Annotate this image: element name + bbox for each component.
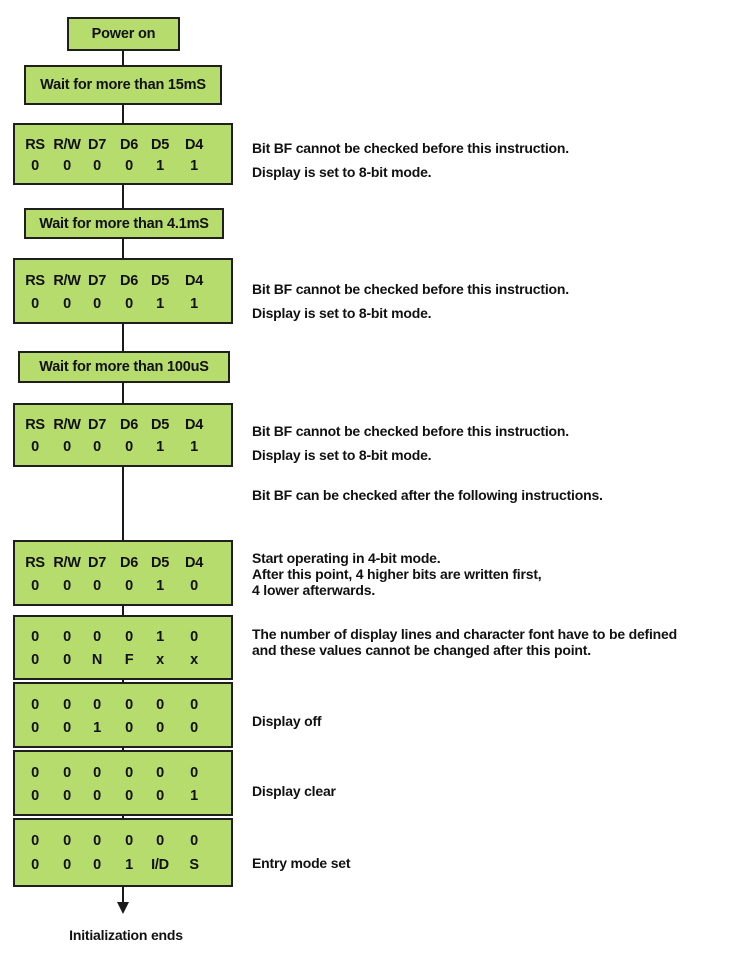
instruction-2-row1-cell: D6 — [120, 273, 138, 289]
instruction-6-row2-cell: 0 — [31, 720, 39, 736]
instruction-3-row1-cell: R/W — [53, 417, 81, 433]
instruction-1-row2-cell: 1 — [190, 158, 198, 174]
instruction-7-row1-cell: 0 — [63, 765, 71, 781]
instruction-8-row1-cell: 0 — [31, 833, 39, 849]
instruction-5-row2-cell: N — [91, 652, 103, 668]
instruction-4-row1-cell: D4 — [185, 555, 203, 571]
instruction-5-note: The number of display lines and character font have to be defined — [252, 626, 677, 642]
instruction-box-4 — [13, 540, 233, 606]
instruction-2-row1-cell: D5 — [151, 273, 169, 289]
instruction-5-row1-cell: 0 — [125, 629, 133, 645]
instruction-5-row2-cell: x — [156, 652, 164, 668]
instruction-box-8 — [13, 818, 233, 887]
instruction-4-row2-cell: 0 — [125, 578, 133, 594]
instruction-8-row2-cell: 0 — [31, 857, 39, 873]
instruction-3-row1-cell: D4 — [185, 417, 203, 433]
instruction-box-1 — [13, 123, 233, 185]
instruction-6-row2-cell: 0 — [63, 720, 71, 736]
instruction-6-row2-cell: 0 — [190, 720, 198, 736]
power-on-label: Power on — [91, 26, 156, 42]
instruction-6-row1-cell: 0 — [125, 697, 133, 713]
instruction-3-row2-cell: 1 — [156, 439, 164, 455]
instruction-6-row1-cell: 0 — [93, 697, 101, 713]
flow-connector-1 — [122, 50, 124, 65]
instruction-1-note: Bit BF cannot be checked before this instruction. — [252, 140, 569, 156]
instruction-3-row1-cell: D6 — [120, 417, 138, 433]
wait-label-1: Wait for more than 15mS — [40, 77, 206, 93]
instruction-4-row1-cell: RS — [25, 555, 45, 571]
instruction-3-note: Bit BF cannot be checked before this instruction. — [252, 423, 569, 439]
instruction-2-row2-cell: 1 — [190, 296, 198, 312]
instruction-3-row1-cell: D5 — [151, 417, 169, 433]
flow-connector-3 — [122, 184, 124, 208]
instruction-6-row1-cell: 0 — [63, 697, 71, 713]
instruction-1-row1-cell: D6 — [120, 137, 138, 153]
instruction-5-row2-cell: F — [124, 652, 134, 668]
bf-check-note: Bit BF can be checked after the following instructions. — [252, 487, 603, 503]
flow-connector-4 — [122, 238, 124, 258]
flow-connector-8 — [122, 605, 124, 615]
instruction-8-row2-cell: S — [189, 857, 199, 873]
instruction-3-note: Display is set to 8-bit mode. — [252, 447, 432, 463]
instruction-8-row2-cell: 1 — [125, 857, 133, 873]
end-label: Initialization ends — [69, 927, 183, 943]
instruction-8-row1-cell: 0 — [63, 833, 71, 849]
wait-box-1 — [24, 65, 222, 105]
instruction-7-row1-cell: 0 — [31, 765, 39, 781]
instruction-1-row1-cell: R/W — [53, 137, 81, 153]
instruction-5-row1-cell: 1 — [156, 629, 164, 645]
instruction-8-row1-cell: 0 — [125, 833, 133, 849]
instruction-1-row1-cell: D5 — [151, 137, 169, 153]
instruction-1-row1-cell: D4 — [185, 137, 203, 153]
flow-connector-7 — [122, 466, 124, 540]
wait-label-3: Wait for more than 100uS — [39, 359, 209, 375]
instruction-7-row1-cell: 0 — [190, 765, 198, 781]
instruction-1-row2-cell: 0 — [31, 158, 39, 174]
instruction-2-row2-cell: 0 — [31, 296, 39, 312]
instruction-4-row2-cell: 0 — [63, 578, 71, 594]
instruction-2-row1-cell: RS — [25, 273, 45, 289]
end-arrow-icon — [117, 902, 129, 914]
instruction-7-row2-cell: 0 — [31, 788, 39, 804]
instruction-4-row1-cell: R/W — [53, 555, 81, 571]
instruction-4-row2-cell: 0 — [93, 578, 101, 594]
instruction-8-row1-cell: 0 — [93, 833, 101, 849]
instruction-5-row1-cell: 0 — [63, 629, 71, 645]
instruction-box-7 — [13, 750, 233, 816]
instruction-8-row2-cell: 0 — [93, 857, 101, 873]
instruction-3-row2-cell: 0 — [63, 439, 71, 455]
instruction-2-row1-cell: D7 — [88, 273, 106, 289]
instruction-5-row1-cell: 0 — [190, 629, 198, 645]
instruction-2-row1-cell: D4 — [185, 273, 203, 289]
instruction-3-row1-cell: D7 — [88, 417, 106, 433]
instruction-4-row1-cell: D5 — [151, 555, 169, 571]
instruction-1-row2-cell: 0 — [63, 158, 71, 174]
flow-connector-5 — [122, 323, 124, 351]
instruction-5-row1-cell: 0 — [93, 629, 101, 645]
wait-box-3 — [18, 351, 230, 383]
instruction-6-row2-cell: 0 — [156, 720, 164, 736]
flow-connector-6 — [122, 382, 124, 403]
instruction-7-row2-cell: 0 — [156, 788, 164, 804]
instruction-5-row2-cell: 0 — [31, 652, 39, 668]
instruction-2-row2-cell: 0 — [63, 296, 71, 312]
instruction-4-note: Start operating in 4-bit mode. — [252, 550, 441, 566]
instruction-box-3 — [13, 403, 233, 467]
instruction-4-row2-cell: 0 — [31, 578, 39, 594]
instruction-5-row1-cell: 0 — [31, 629, 39, 645]
instruction-8-row1-cell: 0 — [190, 833, 198, 849]
instruction-6-row2-cell: 1 — [93, 720, 101, 736]
instruction-2-row2-cell: 1 — [156, 296, 164, 312]
instruction-2-note: Bit BF cannot be checked before this instruction. — [252, 281, 569, 297]
instruction-1-row2-cell: 1 — [156, 158, 164, 174]
instruction-box-6 — [13, 682, 233, 748]
instruction-4-note: 4 lower afterwards. — [252, 582, 376, 598]
instruction-1-note: Display is set to 8-bit mode. — [252, 164, 432, 180]
instruction-8-row2-cell: 0 — [63, 857, 71, 873]
instruction-2-note: Display is set to 8-bit mode. — [252, 305, 432, 321]
wait-label-2: Wait for more than 4.1mS — [39, 215, 209, 232]
instruction-5-row2-cell: x — [190, 652, 198, 668]
instruction-3-row2-cell: 0 — [31, 439, 39, 455]
instruction-6-row1-cell: 0 — [31, 697, 39, 713]
instruction-7-row2-cell: 1 — [190, 788, 198, 804]
instruction-2-row1-cell: R/W — [53, 273, 81, 289]
instruction-8-note: Entry mode set — [252, 855, 351, 871]
instruction-3-row1-cell: RS — [25, 417, 45, 433]
instruction-1-row1-cell: D7 — [88, 137, 106, 153]
instruction-3-row2-cell: 0 — [125, 439, 133, 455]
instruction-7-row2-cell: 0 — [63, 788, 71, 804]
instruction-4-row1-cell: D6 — [120, 555, 138, 571]
power-on-box — [67, 17, 180, 51]
instruction-7-row1-cell: 0 — [93, 765, 101, 781]
instruction-8-row2-cell: I/D — [151, 857, 169, 873]
instruction-7-row2-cell: 0 — [125, 788, 133, 804]
instruction-4-row1-cell: D7 — [88, 555, 106, 571]
wait-box-2 — [24, 208, 224, 239]
instruction-4-row2-cell: 0 — [190, 578, 198, 594]
instruction-box-2 — [13, 258, 233, 324]
instruction-box-5 — [13, 615, 233, 680]
instruction-7-note: Display clear — [252, 783, 336, 799]
instruction-1-row1-cell: RS — [25, 137, 45, 153]
instruction-7-row1-cell: 0 — [125, 765, 133, 781]
instruction-6-row1-cell: 0 — [156, 697, 164, 713]
instruction-1-row2-cell: 0 — [93, 158, 101, 174]
instruction-4-note: After this point, 4 higher bits are written first, — [252, 566, 542, 582]
instruction-6-row1-cell: 0 — [190, 697, 198, 713]
instruction-8-row1-cell: 0 — [156, 833, 164, 849]
instruction-6-note: Display off — [252, 713, 322, 729]
instruction-5-row2-cell: 0 — [63, 652, 71, 668]
instruction-7-row1-cell: 0 — [156, 765, 164, 781]
instruction-5-note: and these values cannot be changed after this point. — [252, 642, 591, 658]
instruction-1-row2-cell: 0 — [125, 158, 133, 174]
instruction-6-row2-cell: 0 — [125, 720, 133, 736]
instruction-3-row2-cell: 1 — [190, 439, 198, 455]
instruction-2-row2-cell: 0 — [93, 296, 101, 312]
instruction-2-row2-cell: 0 — [125, 296, 133, 312]
instruction-3-row2-cell: 0 — [93, 439, 101, 455]
instruction-4-row2-cell: 1 — [156, 578, 164, 594]
flow-connector-2 — [122, 104, 124, 123]
instruction-7-row2-cell: 0 — [93, 788, 101, 804]
